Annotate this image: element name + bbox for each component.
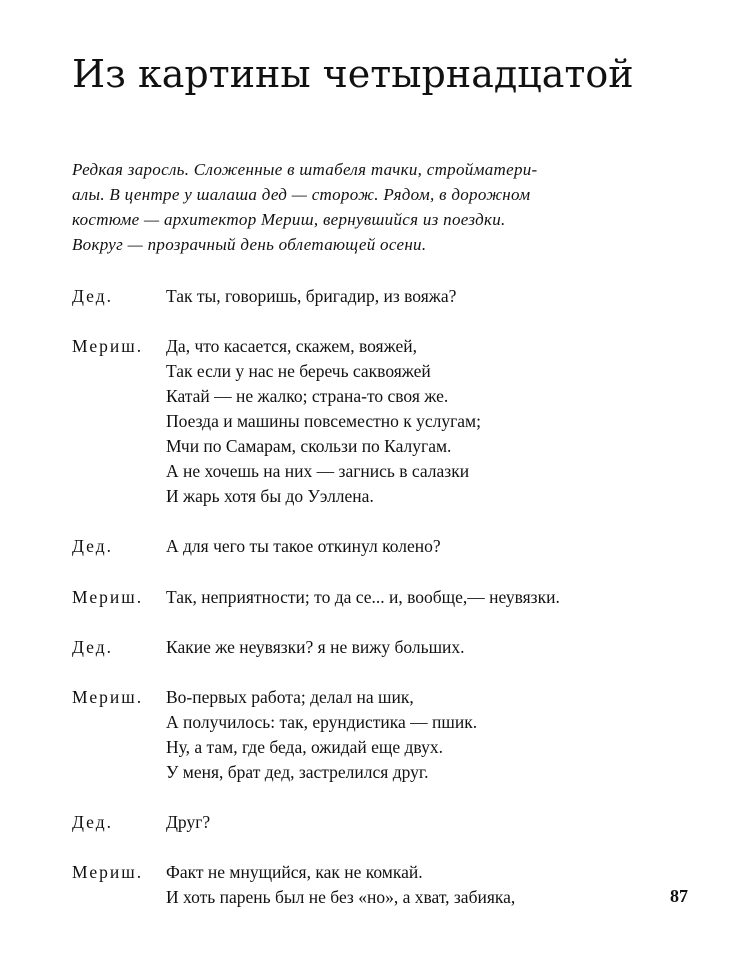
page-number: 87 <box>670 886 688 906</box>
speaker-name: Мериш. <box>72 687 144 707</box>
verse-line: Так, неприятности; то да се... и, вообще,— неувязки. <box>166 587 560 607</box>
verse-line: Да, что касается, скажем, вояжей, <box>166 336 417 356</box>
stage-line: Вокруг — прозрачный день облетающей осени. <box>72 235 427 254</box>
speaker-name: Мериш. <box>72 862 144 882</box>
verse-line: А получилось: так, ерундистика — пшик. <box>166 712 478 732</box>
verse-line: И жарь хотя бы до Уэллена. <box>166 486 374 506</box>
verse-line: Катай — не жалко; страна-то своя же. <box>166 386 449 406</box>
verse-line: Мчи по Самарам, скользи по Калугам. <box>166 436 452 456</box>
verse-line: Поезда и машины повсеместно к услугам; <box>166 411 481 431</box>
speaker-name: Мериш. <box>72 587 144 607</box>
verse-line: А для чего ты такое откинул колено? <box>166 536 441 556</box>
verse-line: Друг? <box>166 812 211 832</box>
verse-line: Так ты, говоришь, бригадир, из вояжа? <box>166 286 457 306</box>
verse-line: И хоть парень был не без «но», а хват, забияка, <box>166 887 516 907</box>
stage-direction <box>72 157 652 257</box>
verse-line: Факт не мнущийся, как не комкай. <box>166 862 423 882</box>
speaker-name: Мериш. <box>72 336 144 356</box>
verse-line: Во-первых работа; делал на шик, <box>166 687 414 707</box>
verse-line: Какие же неувязки? я не вижу больших. <box>166 637 465 657</box>
stage-line: костюме — архитектор Мериш, вернувшийся из поездки. <box>72 210 506 229</box>
page-title: Из картины четырнадцатой <box>72 52 634 96</box>
speaker-name: Дед. <box>72 637 113 657</box>
stage-line: алы. В центре у шалаша дед — сторож. Рядом, в дорожном <box>72 185 531 204</box>
speaker-name: Дед. <box>72 286 113 306</box>
speaker-name: Дед. <box>72 812 113 832</box>
verse-line: А не хочешь на них — загнись в салазки <box>166 461 470 481</box>
speaker-name: Дед. <box>72 536 113 556</box>
stage-line: Редкая заросль. Сложенные в штабеля тачки, стройматери- <box>72 160 538 179</box>
verse-line: Так если у нас не беречь саквояжей <box>166 361 431 381</box>
verse-line: У меня, брат дед, застрелился друг. <box>166 762 429 782</box>
verse-line: Ну, а там, где беда, ожидай еще двух. <box>166 737 443 757</box>
